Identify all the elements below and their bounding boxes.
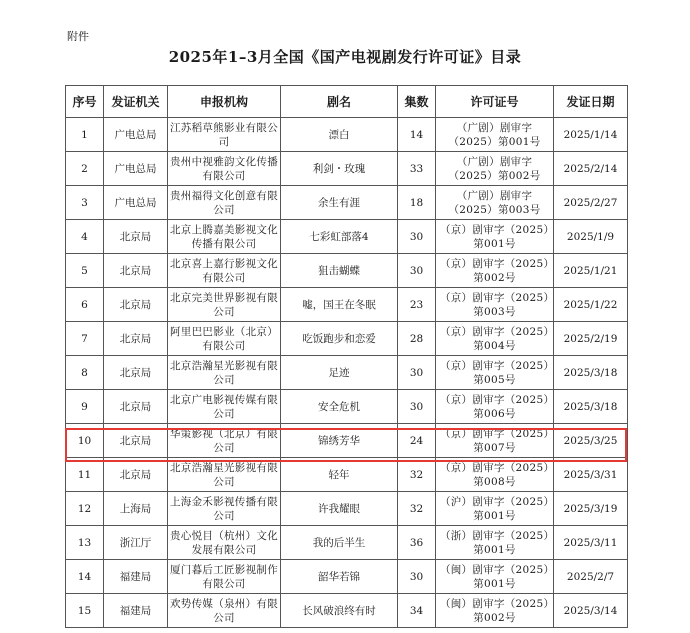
header-authority: 发证机关 <box>104 86 168 118</box>
cell-title: 吃饭跑步和恋爱 <box>281 322 398 356</box>
cell-episodes: 30 <box>398 390 436 424</box>
cell-title: 漂白 <box>281 118 398 152</box>
cell-org: 欢势传媒（泉州）有限公司 <box>168 594 281 628</box>
cell-authority: 广电总局 <box>104 186 168 220</box>
cell-license: （广剧）剧审字（2025）第002号 <box>436 152 554 186</box>
table-row <box>66 288 628 322</box>
header-episodes: 集数 <box>398 86 436 118</box>
cell-no: 14 <box>66 560 104 594</box>
attachment-label: 附件 <box>67 30 89 43</box>
cell-org: 北京广电影视传媒有限公司 <box>168 390 281 424</box>
cell-no: 7 <box>66 322 104 356</box>
cell-no: 5 <box>66 254 104 288</box>
cell-episodes: 32 <box>398 458 436 492</box>
cell-no: 8 <box>66 356 104 390</box>
cell-authority: 北京局 <box>104 322 168 356</box>
cell-title: 锦绣芳华 <box>281 424 398 458</box>
cell-authority: 广电总局 <box>104 118 168 152</box>
cell-episodes: 24 <box>398 424 436 458</box>
cell-org: 北京上腾嘉美影视文化传播有限公司 <box>168 220 281 254</box>
cell-episodes: 30 <box>398 254 436 288</box>
cell-authority: 北京局 <box>104 356 168 390</box>
cell-title: 利剑・玫瑰 <box>281 152 398 186</box>
cell-no: 3 <box>66 186 104 220</box>
table-row <box>66 390 628 424</box>
cell-no: 2 <box>66 152 104 186</box>
table-row <box>66 458 628 492</box>
table-row <box>66 118 628 152</box>
cell-license: （京）剧审字（2025）第002号 <box>436 254 554 288</box>
cell-date: 2025/3/19 <box>554 492 628 526</box>
table-row <box>66 152 628 186</box>
cell-authority: 福建局 <box>104 560 168 594</box>
cell-license: （沪）剧审字（2025）第001号 <box>436 492 554 526</box>
cell-license: （京）剧审字（2025）第005号 <box>436 356 554 390</box>
cell-no: 4 <box>66 220 104 254</box>
table-row <box>66 492 628 526</box>
cell-episodes: 34 <box>398 594 436 628</box>
header-license: 许可证号 <box>436 86 554 118</box>
cell-org: 阿里巴巴影业（北京）有限公司 <box>168 322 281 356</box>
cell-episodes: 30 <box>398 356 436 390</box>
cell-episodes: 30 <box>398 560 436 594</box>
cell-license: （闽）剧审字（2025）第002号 <box>436 594 554 628</box>
cell-date: 2025/3/11 <box>554 526 628 560</box>
cell-date: 2025/2/27 <box>554 186 628 220</box>
cell-title: 余生有涯 <box>281 186 398 220</box>
cell-org: 北京浩瀚星光影视有限公司 <box>168 356 281 390</box>
cell-authority: 北京局 <box>104 220 168 254</box>
cell-no: 11 <box>66 458 104 492</box>
cell-date: 2025/3/14 <box>554 594 628 628</box>
cell-date: 2025/1/22 <box>554 288 628 322</box>
table-row <box>66 526 628 560</box>
cell-license: （京）剧审字（2025）第004号 <box>436 322 554 356</box>
cell-no: 1 <box>66 118 104 152</box>
cell-episodes: 30 <box>398 220 436 254</box>
cell-episodes: 23 <box>398 288 436 322</box>
cell-no: 9 <box>66 390 104 424</box>
header-no: 序号 <box>66 86 104 118</box>
cell-no: 6 <box>66 288 104 322</box>
cell-license: （浙）剧审字（2025）第001号 <box>436 526 554 560</box>
cell-date: 2025/1/9 <box>554 220 628 254</box>
cell-org: 北京完美世界影视有限公司 <box>168 288 281 322</box>
license-table <box>65 85 628 628</box>
cell-date: 2025/1/21 <box>554 254 628 288</box>
cell-license: （京）剧审字（2025）第001号 <box>436 220 554 254</box>
table-row <box>66 594 628 628</box>
cell-episodes: 36 <box>398 526 436 560</box>
cell-license: （广剧）剧审字（2025）第003号 <box>436 186 554 220</box>
cell-title: 狙击蝴蝶 <box>281 254 398 288</box>
cell-episodes: 32 <box>398 492 436 526</box>
cell-org: 江苏稻草熊影业有限公司 <box>168 118 281 152</box>
cell-authority: 广电总局 <box>104 152 168 186</box>
cell-date: 2025/1/14 <box>554 118 628 152</box>
cell-episodes: 18 <box>398 186 436 220</box>
cell-license: （京）剧审字（2025）第008号 <box>436 458 554 492</box>
cell-authority: 浙江厅 <box>104 526 168 560</box>
cell-authority: 北京局 <box>104 458 168 492</box>
cell-license: （京）剧审字（2025）第006号 <box>436 390 554 424</box>
table-row <box>66 220 628 254</box>
cell-title: 安全危机 <box>281 390 398 424</box>
table-row <box>66 186 628 220</box>
cell-title: 七彩虹部落4 <box>281 220 398 254</box>
cell-date: 2025/3/25 <box>554 424 628 458</box>
cell-no: 15 <box>66 594 104 628</box>
cell-title: 我的后半生 <box>281 526 398 560</box>
cell-authority: 北京局 <box>104 390 168 424</box>
cell-org: 贵州福得文化创意有限公司 <box>168 186 281 220</box>
table-row <box>66 322 628 356</box>
cell-license: （京）剧审字（2025）第007号 <box>436 424 554 458</box>
cell-license: （京）剧审字（2025）第003号 <box>436 288 554 322</box>
cell-no: 12 <box>66 492 104 526</box>
cell-title: 轻年 <box>281 458 398 492</box>
cell-authority: 上海局 <box>104 492 168 526</box>
cell-title: 许我耀眼 <box>281 492 398 526</box>
cell-title: 长风破浪终有时 <box>281 594 398 628</box>
header-org: 申报机构 <box>168 86 281 118</box>
header-title: 剧名 <box>281 86 398 118</box>
cell-date: 2025/2/19 <box>554 322 628 356</box>
cell-authority: 北京局 <box>104 288 168 322</box>
page-title: 2025年1–3月全国《国产电视剧发行许可证》目录 <box>168 48 522 66</box>
cell-org: 贵州中视雅韵文化传播有限公司 <box>168 152 281 186</box>
cell-license: （广剧）剧审字（2025）第001号 <box>436 118 554 152</box>
header-date: 发证日期 <box>554 86 628 118</box>
table-row <box>66 424 628 458</box>
cell-date: 2025/3/18 <box>554 356 628 390</box>
cell-org: 贵心悦目（杭州）文化发展有限公司 <box>168 526 281 560</box>
cell-no: 13 <box>66 526 104 560</box>
cell-org: 上海金禾影视传播有限公司 <box>168 492 281 526</box>
table-row <box>66 356 628 390</box>
cell-title: 嘘，国王在冬眠 <box>281 288 398 322</box>
table-header-row <box>66 86 628 118</box>
cell-license: （闽）剧审字（2025）第001号 <box>436 560 554 594</box>
cell-title: 韶华若锦 <box>281 560 398 594</box>
cell-authority: 福建局 <box>104 594 168 628</box>
table-row <box>66 560 628 594</box>
cell-date: 2025/2/14 <box>554 152 628 186</box>
cell-org: 厦门暮后工匠影视制作有限公司 <box>168 560 281 594</box>
cell-date: 2025/3/31 <box>554 458 628 492</box>
cell-title: 足迹 <box>281 356 398 390</box>
cell-org: 华策影视（北京）有限公司 <box>168 424 281 458</box>
cell-date: 2025/3/18 <box>554 390 628 424</box>
cell-date: 2025/2/7 <box>554 560 628 594</box>
table-row <box>66 254 628 288</box>
cell-no: 10 <box>66 424 104 458</box>
cell-org: 北京喜上嘉行影视文化有限公司 <box>168 254 281 288</box>
cell-org: 北京浩瀚星光影视有限公司 <box>168 458 281 492</box>
cell-episodes: 14 <box>398 118 436 152</box>
cell-episodes: 28 <box>398 322 436 356</box>
cell-authority: 北京局 <box>104 254 168 288</box>
cell-episodes: 33 <box>398 152 436 186</box>
cell-authority: 北京局 <box>104 424 168 458</box>
